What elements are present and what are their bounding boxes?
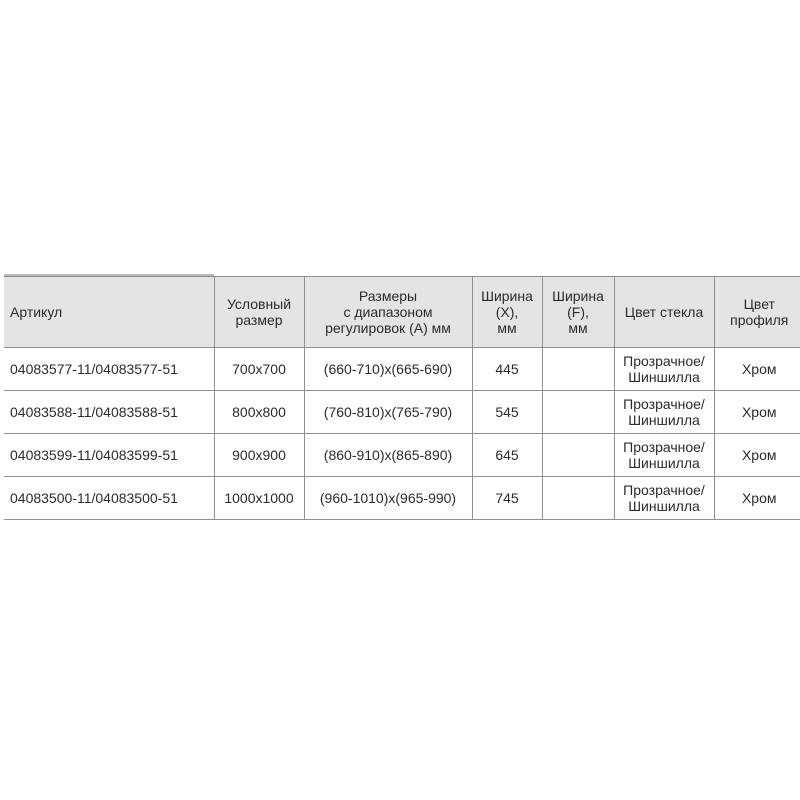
spec-table-container — [4, 274, 800, 520]
header-width-f-line3: мм — [568, 320, 588, 336]
cell-glass-color — [614, 434, 714, 477]
header-width-f-line1: Ширина — [552, 288, 604, 304]
header-width-x-line3: мм — [497, 320, 517, 336]
cell-nominal-size: 700x700 — [214, 348, 304, 391]
header-glass-color — [614, 277, 714, 348]
cell-article: 04083588-11/04083588-51 — [4, 391, 214, 434]
cell-nominal-size: 1000x1000 — [214, 477, 304, 520]
cell-article: 04083577-11/04083577-51 — [4, 348, 214, 391]
cell-width-x: 545 — [472, 391, 542, 434]
cell-glass-color — [614, 477, 714, 520]
cell-glass-color-line1: Прозрачное/ — [623, 353, 705, 369]
header-width-x — [472, 277, 542, 348]
header-nominal-size — [214, 277, 304, 348]
header-row — [4, 277, 800, 348]
header-article-label: Артикул — [10, 304, 63, 320]
cell-width-x: 445 — [472, 348, 542, 391]
cell-glass-color — [614, 391, 714, 434]
table-row — [4, 477, 800, 520]
cell-glass-color-line1: Прозрачное/ — [623, 439, 705, 455]
cell-profile-color: Хром — [714, 477, 800, 520]
cell-glass-color-line1: Прозрачное/ — [623, 396, 705, 412]
cell-nominal-size: 900x900 — [214, 434, 304, 477]
header-nominal-size-line1: Условный — [226, 296, 292, 312]
header-profile-color — [714, 277, 800, 348]
header-profile-color-line1: Цвет — [743, 296, 775, 312]
cell-dimensions: (960-1010)x(965-990) — [304, 477, 472, 520]
cell-article: 04083500-11/04083500-51 — [4, 477, 214, 520]
cell-width-x: 645 — [472, 434, 542, 477]
cell-width-f — [542, 434, 614, 477]
header-profile-color-line2: профиля — [730, 312, 789, 328]
cell-glass-color-line2: Шиншилла — [628, 455, 700, 471]
cell-nominal-size: 800x800 — [214, 391, 304, 434]
spec-table — [4, 276, 800, 520]
header-width-f — [542, 277, 614, 348]
cell-profile-color: Хром — [714, 391, 800, 434]
header-width-x-line2: (X), — [495, 304, 519, 320]
header-dimensions-line1: Размеры — [358, 288, 418, 304]
cell-glass-color-line2: Шиншилла — [628, 369, 700, 385]
header-dimensions — [304, 277, 472, 348]
header-article — [4, 277, 214, 348]
cell-article: 04083599-11/04083599-51 — [4, 434, 214, 477]
cell-glass-color-line2: Шиншилла — [628, 412, 700, 428]
header-nominal-size-line2: размер — [235, 312, 283, 328]
header-dimensions-line3: регулировок (A) мм — [325, 320, 451, 336]
cell-profile-color: Хром — [714, 434, 800, 477]
cell-glass-color-line1: Прозрачное/ — [623, 482, 705, 498]
cell-profile-color: Хром — [714, 348, 800, 391]
cell-width-f — [542, 348, 614, 391]
header-dimensions-line2: с диапазоном — [343, 304, 433, 320]
header-glass-color-label: Цвет стекла — [624, 304, 704, 320]
header-width-f-line2: (F), — [567, 304, 589, 320]
cell-width-f — [542, 391, 614, 434]
cell-dimensions: (660-710)x(665-690) — [304, 348, 472, 391]
cell-width-f — [542, 477, 614, 520]
header-width-x-line1: Ширина — [481, 288, 533, 304]
table-row — [4, 348, 800, 391]
cell-dimensions: (860-910)x(865-890) — [304, 434, 472, 477]
cell-glass-color-line2: Шиншилла — [628, 498, 700, 514]
table-row — [4, 434, 800, 477]
cell-width-x: 745 — [472, 477, 542, 520]
cell-glass-color — [614, 348, 714, 391]
table-row — [4, 391, 800, 434]
cell-dimensions: (760-810)x(765-790) — [304, 391, 472, 434]
